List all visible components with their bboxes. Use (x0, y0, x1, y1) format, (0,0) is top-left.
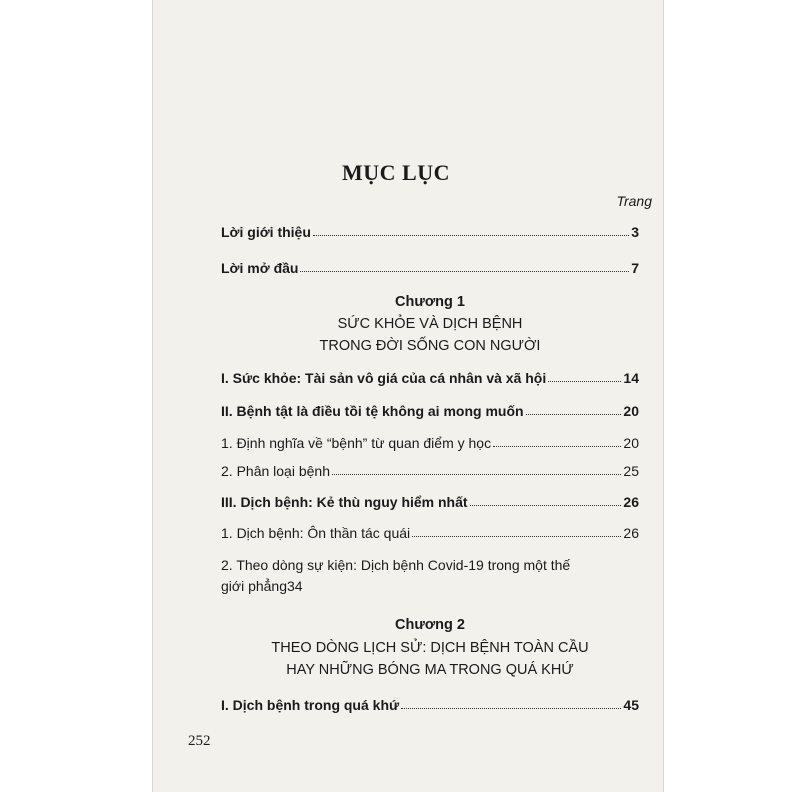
toc-title: MỤC LỤC (342, 160, 450, 185)
toc-entry-page: 3 (631, 224, 639, 240)
toc-entry-page: 7 (631, 260, 639, 276)
toc-entry-page: 26 (623, 494, 639, 510)
page-column-label: Trang (616, 193, 652, 209)
dot-leader (526, 414, 622, 415)
dot-leader (313, 235, 629, 236)
toc-entry[interactable] (221, 697, 639, 713)
dot-leader (401, 708, 621, 709)
toc-entry[interactable] (221, 557, 639, 594)
toc-entry-label: I. Sức khỏe: Tài sản vô giá của cá nhân và xã hội (221, 370, 547, 386)
dot-leader (548, 381, 621, 382)
toc-entry-label: Lời giới thiệu (221, 224, 311, 240)
toc-entry[interactable] (221, 435, 639, 451)
toc-entry-label: 2. Phân loại bệnh (221, 463, 330, 479)
chapter-number: Chương 2 (395, 617, 465, 633)
toc-entry-label: 1. Định nghĩa về “bệnh” từ quan điểm y học (221, 435, 492, 451)
toc-entry-page: 20 (623, 435, 639, 451)
chapter-title-line: SỨC KHỎE VÀ DỊCH BỆNH (337, 316, 523, 332)
toc-entry[interactable] (221, 463, 639, 479)
toc-entry[interactable] (221, 525, 639, 541)
toc-entry-page: 34 (287, 578, 303, 594)
chapter-title-line: TRONG ĐỜI SỐNG CON NGƯỜI (319, 338, 541, 354)
dot-leader (412, 536, 621, 537)
chapter-number: Chương 1 (395, 294, 465, 310)
toc-entry-page: 25 (623, 463, 639, 479)
toc-entry-page: 45 (623, 697, 639, 713)
toc-entry-page: 26 (623, 525, 639, 541)
dot-leader (332, 474, 621, 475)
toc-entry-label: I. Dịch bệnh trong quá khứ (221, 697, 400, 713)
toc-entry-label: III. Dịch bệnh: Kẻ thù nguy hiểm nhất (221, 494, 468, 510)
toc-entry[interactable] (221, 260, 639, 276)
toc-entry-label: Lời mở đầu (221, 260, 299, 276)
toc-entry-label: II. Bệnh tật là điều tồi tệ không ai mong muốn (221, 403, 524, 419)
toc-entry[interactable] (221, 494, 639, 510)
toc-entry[interactable] (221, 224, 639, 240)
toc-entry[interactable] (221, 370, 639, 386)
dot-leader (300, 271, 629, 272)
toc-entry-label: 1. Dịch bệnh: Ôn thần tác quái (221, 525, 411, 541)
chapter-title-line: HAY NHỮNG BÓNG MA TRONG QUÁ KHỨ (286, 662, 574, 678)
toc-entry-page: 20 (623, 403, 639, 419)
toc-entry[interactable] (221, 403, 639, 419)
dot-leader (493, 446, 621, 447)
chapter-title-line: THEO DÒNG LỊCH SỬ: DỊCH BỆNH TOÀN CẦU (271, 640, 589, 656)
toc-entry-page: 14 (623, 370, 639, 386)
toc-entry-label-continued: giới phẳng (221, 578, 288, 594)
dot-leader (470, 505, 622, 506)
toc-entry-label: 2. Theo dòng sự kiện: Dịch bệnh Covid-19 trong một thế (221, 557, 571, 573)
page-number: 252 (188, 733, 211, 749)
